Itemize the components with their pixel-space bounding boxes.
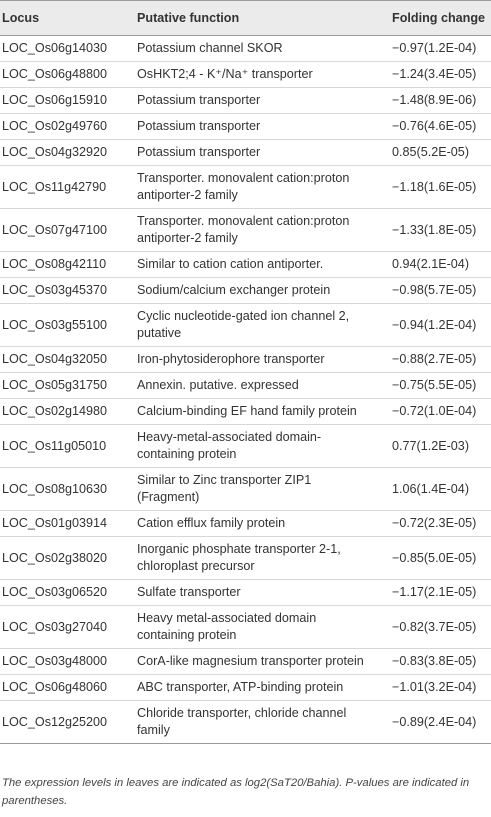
table-row bbox=[0, 140, 491, 166]
fold-change-cell: −1.24(3.4E-05) bbox=[368, 62, 491, 88]
table-row bbox=[0, 209, 491, 252]
locus-cell: LOC_Os03g55100 bbox=[0, 304, 135, 347]
function-cell: CorA-like magnesium transporter protein bbox=[135, 649, 368, 675]
function-cell: Chloride transporter, chloride channel family bbox=[135, 701, 368, 744]
function-cell: Inorganic phosphate transporter 2-1, chloroplast precursor bbox=[135, 537, 368, 580]
locus-cell: LOC_Os08g42110 bbox=[0, 252, 135, 278]
function-cell: Sulfate transporter bbox=[135, 580, 368, 606]
table-row bbox=[0, 166, 491, 209]
function-cell: Calcium-binding EF hand family protein bbox=[135, 399, 368, 425]
locus-cell: LOC_Os03g48000 bbox=[0, 649, 135, 675]
table-row bbox=[0, 468, 491, 511]
function-cell: Annexin. putative. expressed bbox=[135, 373, 368, 399]
locus-cell: LOC_Os08g10630 bbox=[0, 468, 135, 511]
table-row bbox=[0, 675, 491, 701]
function-cell: OsHKT2;4 - K⁺/Na⁺ transporter bbox=[135, 62, 368, 88]
function-cell: Potassium transporter bbox=[135, 88, 368, 114]
fold-change-cell: −0.72(2.3E-05) bbox=[368, 511, 491, 537]
table-row bbox=[0, 425, 491, 468]
fold-change-cell: −0.75(5.5E-05) bbox=[368, 373, 491, 399]
locus-cell: LOC_Os06g15910 bbox=[0, 88, 135, 114]
function-cell: Transporter. monovalent cation:proton antiporter-2 family bbox=[135, 209, 368, 252]
function-cell: Similar to Zinc transporter ZIP1 (Fragment) bbox=[135, 468, 368, 511]
fold-change-cell: −1.17(2.1E-05) bbox=[368, 580, 491, 606]
table-row bbox=[0, 580, 491, 606]
table-row bbox=[0, 373, 491, 399]
locus-cell: LOC_Os11g42790 bbox=[0, 166, 135, 209]
function-cell: Heavy metal-associated domain containing protein bbox=[135, 606, 368, 649]
fold-change-cell: −1.18(1.6E-05) bbox=[368, 166, 491, 209]
locus-cell: LOC_Os07g47100 bbox=[0, 209, 135, 252]
table-row bbox=[0, 649, 491, 675]
table-row bbox=[0, 511, 491, 537]
function-cell: Iron-phytosiderophore transporter bbox=[135, 347, 368, 373]
table-row bbox=[0, 88, 491, 114]
function-cell: Potassium transporter bbox=[135, 114, 368, 140]
locus-cell: LOC_Os06g14030 bbox=[0, 36, 135, 62]
table-body bbox=[0, 36, 491, 744]
table-row bbox=[0, 62, 491, 88]
locus-cell: LOC_Os12g25200 bbox=[0, 701, 135, 744]
fold-change-cell: −1.01(3.2E-04) bbox=[368, 675, 491, 701]
function-cell: Cation efflux family protein bbox=[135, 511, 368, 537]
locus-cell: LOC_Os03g45370 bbox=[0, 278, 135, 304]
locus-cell: LOC_Os11g05010 bbox=[0, 425, 135, 468]
locus-cell: LOC_Os01g03914 bbox=[0, 511, 135, 537]
locus-cell: LOC_Os05g31750 bbox=[0, 373, 135, 399]
locus-cell: LOC_Os02g49760 bbox=[0, 114, 135, 140]
fold-change-cell: −0.72(1.0E-04) bbox=[368, 399, 491, 425]
header-fold-change: Folding change bbox=[368, 1, 491, 36]
locus-cell: LOC_Os02g14980 bbox=[0, 399, 135, 425]
locus-cell: LOC_Os02g38020 bbox=[0, 537, 135, 580]
function-cell: Transporter. monovalent cation:proton antiporter-2 family bbox=[135, 166, 368, 209]
function-cell: Potassium transporter bbox=[135, 140, 368, 166]
fold-change-cell: −1.48(8.9E-06) bbox=[368, 88, 491, 114]
table-footnote: The expression levels in leaves are indicated as log2(SaT20/Bahia). P-values are indicated in parentheses. bbox=[2, 777, 470, 807]
fold-change-cell: 1.06(1.4E-04) bbox=[368, 468, 491, 511]
table-row bbox=[0, 537, 491, 580]
fold-change-cell: 0.94(2.1E-04) bbox=[368, 252, 491, 278]
locus-cell: LOC_Os06g48800 bbox=[0, 62, 135, 88]
fold-change-cell: −0.82(3.7E-05) bbox=[368, 606, 491, 649]
locus-cell: LOC_Os03g06520 bbox=[0, 580, 135, 606]
function-cell: Cyclic nucleotide-gated ion channel 2, putative bbox=[135, 304, 368, 347]
table-row bbox=[0, 606, 491, 649]
fold-change-cell: −1.33(1.8E-05) bbox=[368, 209, 491, 252]
locus-cell: LOC_Os04g32050 bbox=[0, 347, 135, 373]
fold-change-cell: −0.89(2.4E-04) bbox=[368, 701, 491, 744]
fold-change-cell: −0.83(3.8E-05) bbox=[368, 649, 491, 675]
table-row bbox=[0, 36, 491, 62]
function-cell: Similar to cation cation antiporter. bbox=[135, 252, 368, 278]
locus-cell: LOC_Os03g27040 bbox=[0, 606, 135, 649]
table-row bbox=[0, 304, 491, 347]
function-cell: Heavy-metal-associated domain-containing protein bbox=[135, 425, 368, 468]
header-function: Putative function bbox=[135, 1, 368, 36]
header-locus: Locus bbox=[0, 1, 135, 36]
fold-change-cell: −0.94(1.2E-04) bbox=[368, 304, 491, 347]
table-row bbox=[0, 114, 491, 140]
locus-cell: LOC_Os06g48060 bbox=[0, 675, 135, 701]
function-cell: ABC transporter, ATP-binding protein bbox=[135, 675, 368, 701]
fold-change-cell: −0.85(5.0E-05) bbox=[368, 537, 491, 580]
fold-change-cell: −0.98(5.7E-05) bbox=[368, 278, 491, 304]
function-cell: Sodium/calcium exchanger protein bbox=[135, 278, 368, 304]
table-row bbox=[0, 399, 491, 425]
table-row bbox=[0, 278, 491, 304]
table-header-row bbox=[0, 1, 491, 36]
locus-cell: LOC_Os04g32920 bbox=[0, 140, 135, 166]
fold-change-cell: 0.85(5.2E-05) bbox=[368, 140, 491, 166]
fold-change-cell: −0.97(1.2E-04) bbox=[368, 36, 491, 62]
table-row bbox=[0, 252, 491, 278]
fold-change-cell: −0.88(2.7E-05) bbox=[368, 347, 491, 373]
fold-change-cell: 0.77(1.2E-03) bbox=[368, 425, 491, 468]
fold-change-cell: −0.76(4.6E-05) bbox=[368, 114, 491, 140]
table-row bbox=[0, 701, 491, 744]
function-cell: Potassium channel SKOR bbox=[135, 36, 368, 62]
table-row bbox=[0, 347, 491, 373]
